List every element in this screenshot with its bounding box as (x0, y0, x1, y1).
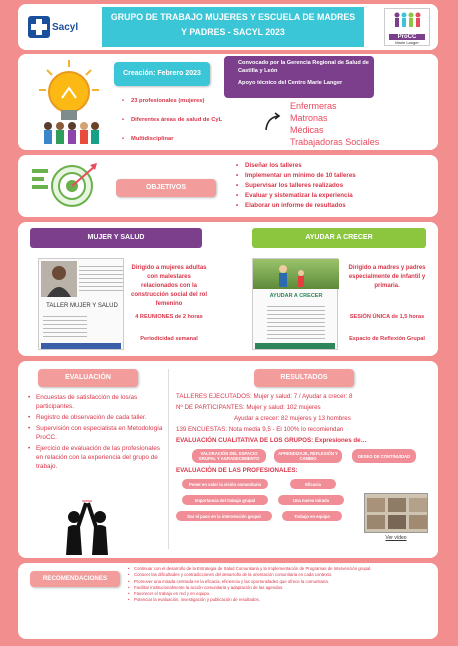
cual-tag-3: DESEO DE CONTINUIDAD (352, 449, 416, 463)
procc-logo-text: ProCC (389, 34, 425, 40)
recomendacion-2: • Conocer las dificultades y contradicciones del desarrollo de la orientación comunitaria en cada contexto. (128, 572, 333, 578)
recomendacion-2-text: Conocer las dificultades y contradicciones del desarrollo de la orientación comunitaria en cada contexto. (134, 572, 333, 578)
eval-results-card (18, 361, 438, 558)
evaluacion-item-4-text: Ejercicio de evaluación de las profesionales en relación con la experiencia del grupo de trabajo. (36, 445, 160, 470)
objetivo-3: • Supervisar los talleres realizados (236, 181, 356, 191)
sacyl-cross-icon (28, 16, 50, 38)
evaluacion-label: EVALUACIÓN (38, 369, 138, 387)
recomendacion-4: • Facilitar institucionalmente la acción comunitaria y adaptación de las agendas. (128, 584, 284, 590)
prof-tag-4: Una nueva mirada (278, 495, 344, 505)
mujer-poster (38, 258, 124, 350)
resultados-participantes2: Ayudar a crecer: 82 mujeres y 13 hombres (234, 415, 351, 422)
prof-tag-6: Trabajo en equipo (282, 511, 342, 521)
video-call-icon (365, 494, 429, 534)
objetivo-4: • Evaluar y sistematizar la experiencia (236, 191, 356, 201)
recomendacion-1: • Continuar con el desarrollo de la Estrategia de Salud Comunitaria y la Implementación de Programas de Intervención grupal. (128, 566, 372, 571)
recomendaciones-card (18, 563, 438, 639)
recomendacion-5: • Favorecer el trabajo en red y en equipo. (128, 591, 211, 597)
header-title-line1: GRUPO DE TRABAJO MUJERES Y ESCUELA DE MADRES (110, 12, 356, 22)
procc-logo (384, 8, 430, 46)
intro-bullet-1: • 23 profesionales (mujeres) (122, 98, 232, 105)
crecer-poster-photo (253, 259, 339, 289)
crecer-sesion: SESIÓN ÚNICA de 1,5 horas (349, 314, 425, 320)
objetivos-list (236, 161, 356, 211)
recomendacion-6: • Potenciar la evaluación, investigación y publicación de resultados. (128, 597, 260, 603)
intro-bullet-2: • Diferentes áreas de salud de CyL (122, 117, 232, 124)
role-matronas: Matronas (290, 113, 328, 123)
mujer-poster-quotes (79, 263, 123, 293)
procc-logo-sub: Marie Langer (395, 40, 419, 45)
crecer-poster (252, 258, 338, 350)
recomendacion-1-text: Continuar con el desarrollo de la Estrategia de Salud Comunitaria y la Implementación de Programas de Intervención grupal. (134, 566, 372, 571)
objetivos-card (18, 155, 438, 217)
convocado-line1: Convocado por la Gerencia Regional de Salud de Castilla y León (238, 60, 369, 74)
role-medicas: Médicas (290, 125, 324, 135)
resultados-talleres: TALLERES EJECUTADOS: Mujer y salud: 7 / Ayudar a crecer: 8 (176, 393, 353, 400)
creacion-badge: Creación: Febrero 2023 (114, 62, 210, 86)
objetivos-label: OBJETIVOS (116, 179, 216, 197)
curved-arrow-icon (264, 112, 282, 132)
sacyl-logo-text: Sacyl (52, 22, 79, 33)
prof-tag-3: Importancia del trabajo grupal (182, 495, 268, 505)
evaluacion-item-3-text: Supervisión con especialista en Metodología ProCC. (36, 425, 163, 441)
objetivo-2: • Implementar un mínimo de 10 talleres (236, 171, 356, 181)
cual-tag-2: APRENDIZAJE, REFLEXIÓN Y CAMBIO (274, 449, 342, 463)
video-link[interactable]: Ver vídeo (385, 535, 407, 541)
objetivo-1: • Diseñar los talleres (236, 161, 356, 171)
mujer-periodicidad: Periodicidad semanal (140, 336, 198, 342)
crecer-poster-footer (255, 343, 335, 349)
video-thumbnail[interactable] (364, 493, 428, 533)
mujer-poster-text (43, 313, 87, 339)
objetivo-5: • Elaborar un informe de resultados (236, 201, 356, 211)
intro-card (18, 54, 438, 150)
evaluacion-item-1: • Encuestas de satisfacción de los/as participantes. (28, 394, 138, 410)
mujer-poster-footer (41, 343, 121, 349)
mujer-poster-title: TALLER MUJER Y SALUD (46, 303, 118, 309)
evaluacion-item-3: • Supervisión con especialista en Metodología ProCC. (28, 425, 163, 441)
intro-bullet-3: • Multidisciplinar (122, 136, 232, 143)
header-title-line2: Y PADRES - SACYL 2023 (181, 27, 285, 37)
resultados-cualitativa: EVALUACIÓN CUALITATIVA DE LOS GRUPOS: Expresiones de… (176, 437, 367, 444)
convocado-box (224, 56, 374, 98)
crecer-header: AYUDAR A CRECER (252, 228, 426, 248)
recomendaciones-list (128, 566, 432, 604)
recomendacion-5-text: Favorecer el trabajo en red y en equipo. (134, 591, 211, 597)
family-photo-icon (253, 259, 339, 289)
crecer-poster-title: AYUDAR A CRECER (269, 293, 323, 299)
recomendacion-3: • Promover una mirada centrada en la eficacia, eficiencia y las oportunidades que ofrece la comunitaria. (128, 578, 329, 584)
convocado-line2: Apoyo técnico del Centro Marie Langer (238, 80, 343, 86)
people-group-icon (392, 11, 422, 29)
prof-tag-5: Dar el paso en la intervención grupal (176, 511, 272, 521)
role-enfermeras: Enfermeras (290, 101, 337, 111)
cual-tag-1: VALORACIÓN DEL ESPACIO GRUPAL Y AGRADECIMIENTO (192, 449, 266, 463)
mujer-description: Dirigido a mujeres adultas con malestares relacionados con la construcción social del rol femenino (130, 265, 208, 307)
evaluacion-item-1-text: Encuestas de satisfacción de los/as participantes. (36, 394, 138, 410)
role-trabajadoras: Trabajadoras Sociales (290, 137, 380, 147)
evaluacion-list (28, 393, 166, 471)
divider (168, 369, 169, 549)
recomendaciones-label: RECOMENDACIONES (30, 571, 120, 587)
woman-photo-icon (41, 261, 77, 297)
resultados-label: RESULTADOS (254, 369, 354, 387)
mujer-poster-photo (41, 261, 77, 297)
mujer-reuniones: 4 REUNIONES de 2 horas (135, 314, 203, 320)
evaluacion-item-2: • Registro de observación de cada taller. (28, 414, 147, 421)
lightbulb-icon (34, 58, 104, 146)
header-title-box (102, 7, 364, 47)
prof-tag-1: Poner en valor la visión comunitaria (182, 479, 268, 489)
recomendacion-4-text: Facilitar institucionalmente la acción comunitaria y adaptación de las agendas. (134, 584, 284, 590)
crecer-espacio: Espacio de Reflexión Grupal (349, 336, 425, 342)
lightbulb-illustration (34, 58, 104, 146)
intro-bullets (122, 98, 232, 143)
recomendacion-6-text: Potenciar la evaluación, investigación y publicación de resultados. (134, 597, 260, 603)
crecer-description: Dirigido a madres y padres especialmente de infantil y primaria. (348, 265, 426, 289)
prof-tag-2: Eficacia (290, 479, 336, 489)
recomendacion-3-text: Promover una mirada centrada en la eficacia, eficiencia y las oportunidades que ofrece la comunitaria. (134, 578, 329, 584)
resultados-participantes: Nº DE PARTICIPANTES: Mujer y salud: 102 mujeres (176, 404, 321, 411)
evaluacion-item-2-text: Registro de observación de cada taller. (36, 414, 147, 421)
resultados-profesionales: EVALUACIÓN DE LAS PROFESIONALES: (176, 467, 298, 474)
sacyl-logo (28, 12, 83, 42)
mujer-header: MUJER Y SALUD (30, 228, 202, 248)
crecer-poster-text (267, 303, 325, 339)
evaluacion-item-4: • Ejercicio de evaluación de las profesionales en relación con la experiencia del grupo de trabajo. (28, 445, 160, 470)
programs-card (18, 222, 438, 356)
roles-list (290, 100, 379, 148)
high-five-icon (52, 495, 122, 555)
header-card (18, 4, 438, 50)
target-illustration (30, 161, 100, 211)
target-icon (30, 161, 100, 211)
resultados-encuestas: 139 ENCUESTAS: Nota media 9,5 - El 100% lo recomiendan (176, 426, 344, 433)
